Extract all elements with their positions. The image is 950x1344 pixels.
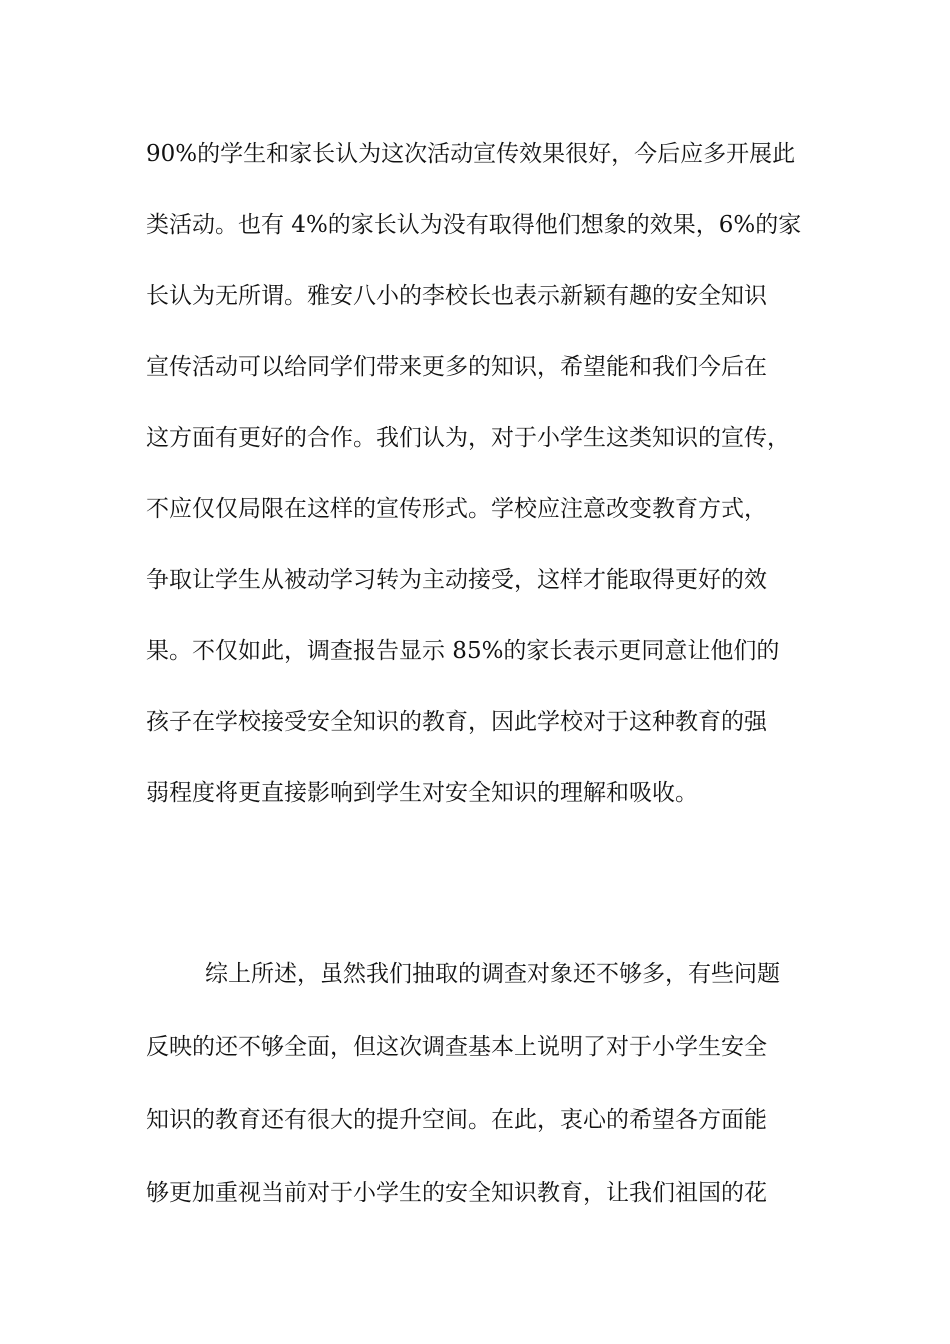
text-line: 争取让学生从被动学习转为主动接受，这样才能取得更好的效 (146, 567, 767, 593)
text-line: 孩子在学校接受安全知识的教育，因此学校对于这种教育的强 (146, 709, 767, 735)
text-line: 弱程度将更直接影响到学生对安全知识的理解和吸收。 (146, 780, 698, 806)
text-line: 知识的教育还有很大的提升空间。在此，衷心的希望各方面能 (146, 1107, 767, 1133)
text-line: 这方面有更好的合作。我们认为，对于小学生这类知识的宣传， (146, 425, 790, 451)
text-line: 宣传活动可以给同学们带来更多的知识，希望能和我们今后在 (146, 354, 767, 380)
text-line: 综上所述，虽然我们抽取的调查对象还不够多，有些问题 (205, 961, 780, 987)
text-line: 90%的学生和家长认为这次活动宣传效果很好，今后应多开展此 (146, 141, 796, 167)
text-line: 够更加重视当前对于小学生的安全知识教育，让我们祖国的花 (146, 1180, 767, 1206)
text-line: 果。不仅如此，调查报告显示 85%的家长表示更同意让他们的 (146, 638, 780, 664)
text-line: 长认为无所谓。雅安八小的李校长也表示新颖有趣的安全知识 (146, 283, 767, 309)
text-line: 不应仅仅局限在这样的宣传形式。学校应注意改变教育方式， (146, 496, 767, 522)
text-line: 反映的还不够全面，但这次调查基本上说明了对于小学生安全 (146, 1034, 767, 1060)
text-line: 类活动。也有 4%的家长认为没有取得他们想象的效果，6%的家 (146, 212, 802, 238)
